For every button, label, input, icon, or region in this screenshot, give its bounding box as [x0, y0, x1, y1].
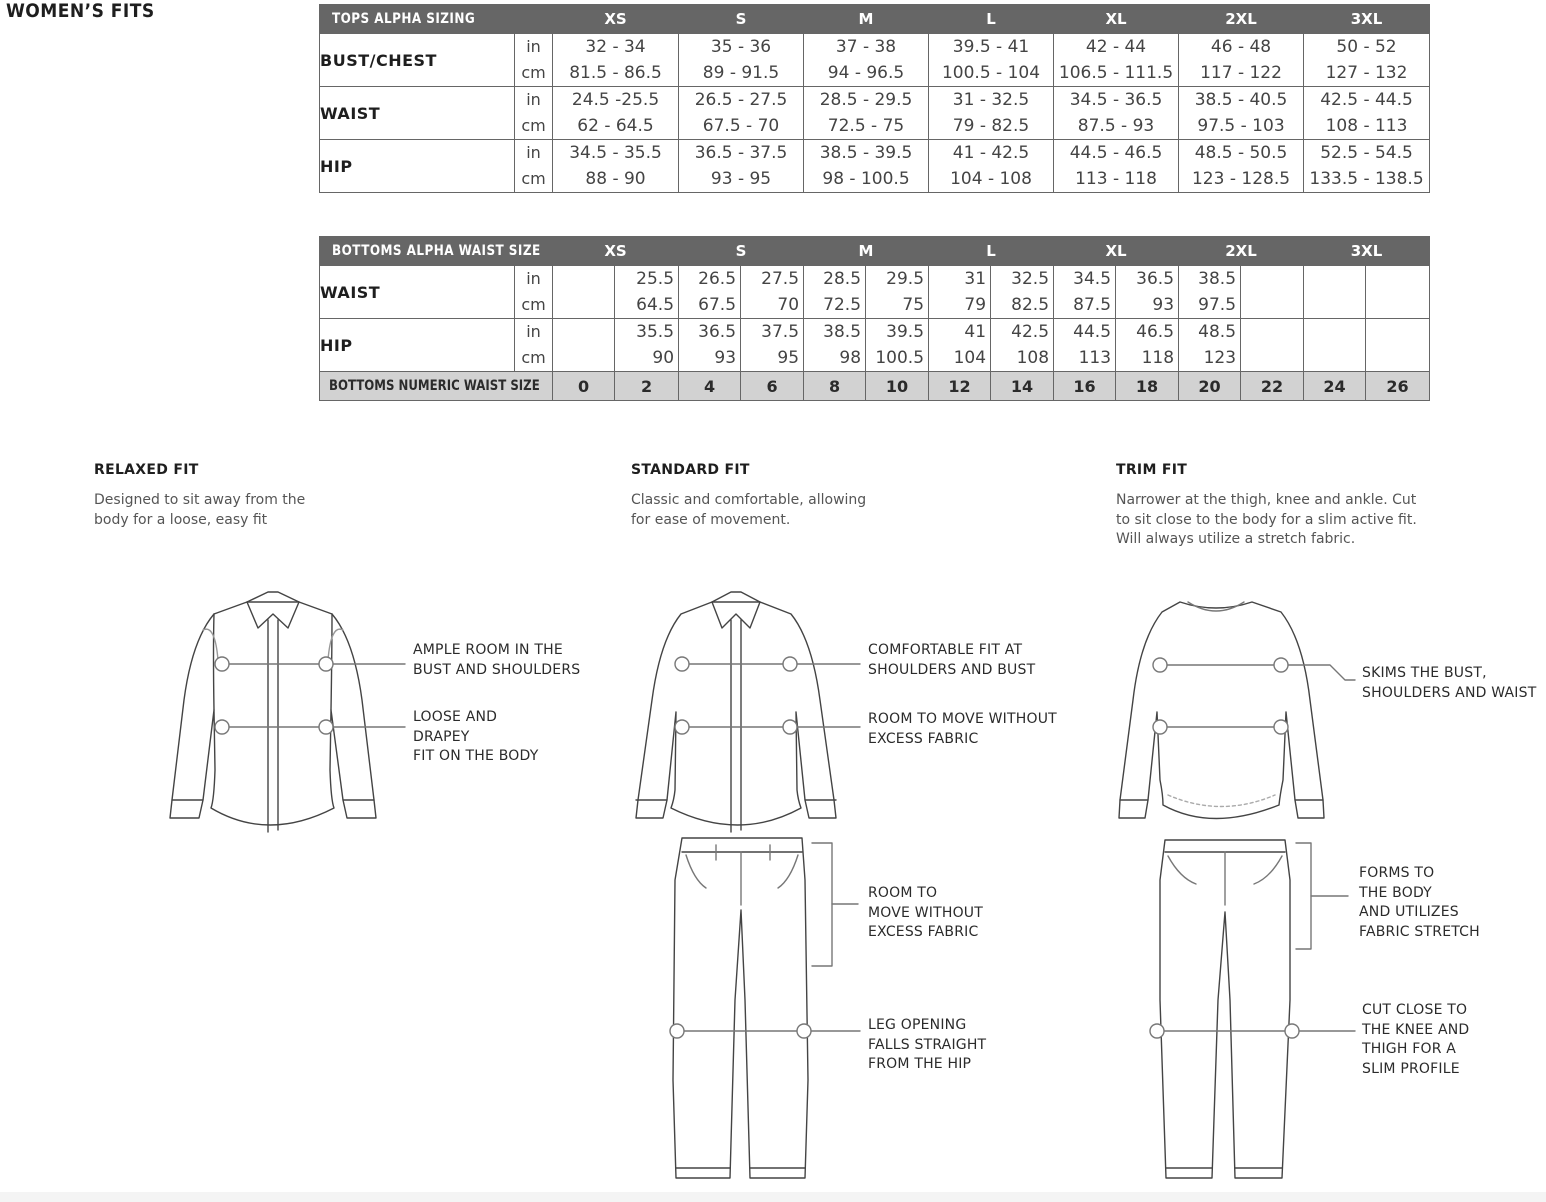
unit-in: in [526, 37, 541, 56]
value-cm: 72.5 [823, 295, 862, 315]
bottoms-size-header: XS [553, 237, 679, 266]
trim-tee-callout-lines [1153, 658, 1355, 734]
value-cm: 93 [1152, 295, 1175, 315]
trim-fit-description: Narrower at the thigh, knee and ankle. Cut to sit close to the body for a slim active fit. Will always utilize a stretch fabric. [1116, 492, 1417, 547]
relaxed-fit-description: Designed to sit away from the body for a loose, easy fit [94, 492, 306, 528]
value-in: 31 [964, 269, 987, 289]
value-in: 44.5 - 46.5 [1069, 143, 1163, 163]
value-in: 34.5 - 36.5 [1069, 90, 1163, 110]
value-cm: 98 [839, 348, 862, 368]
standard-fit-description: Classic and comfortable, allowing for ease of movement. [631, 492, 867, 528]
value-cm: 75 [902, 295, 925, 315]
value-in: 36.5 - 37.5 [694, 143, 788, 163]
bottoms-size-header: XL [1054, 237, 1179, 266]
unit-cm: cm [521, 63, 546, 82]
value-cm: 97.5 [1198, 295, 1237, 315]
numeric-size-cell: 20 [1179, 372, 1241, 401]
standard-callout-leg: LEG OPENING FALLS STRAIGHT FROM THE HIP [868, 1017, 987, 1072]
numeric-size-cell: 6 [741, 372, 804, 401]
tops-size-header: 3XL [1304, 5, 1430, 34]
relaxed-shirt-illustration [170, 592, 376, 832]
numeric-size-cell: 18 [1116, 372, 1179, 401]
tops-header-label: TOPS ALPHA SIZING [320, 5, 553, 34]
numeric-size-cell: 2 [615, 372, 679, 401]
value-cm: 100.5 - 104 [941, 63, 1041, 83]
value-cm: 104 - 108 [950, 169, 1032, 189]
value-in: 38.5 - 39.5 [819, 143, 913, 163]
value-cm: 100.5 [875, 348, 925, 368]
value-in: 37.5 [761, 322, 800, 342]
relaxed-fit-title: RELAXED FIT [94, 462, 199, 478]
relaxed-callout-lines [215, 657, 405, 734]
value-cm: 70 [777, 295, 800, 315]
value-in: 29.5 [886, 269, 925, 289]
value-in: 34.5 - 35.5 [569, 143, 662, 163]
unit-in: in [526, 90, 541, 109]
value-cm: 97.5 - 103 [1197, 116, 1285, 136]
value-in: 41 [964, 322, 987, 342]
value-in: 28.5 [823, 269, 862, 289]
tops-size-header: 2XL [1179, 5, 1304, 34]
value-cm: 67.5 [698, 295, 737, 315]
tops-row-label: WAIST [320, 87, 515, 140]
numeric-size-cell: 12 [929, 372, 991, 401]
bottoms-size-header: 2XL [1179, 237, 1304, 266]
numeric-row-label: BOTTOMS NUMERIC WAIST SIZE [320, 372, 553, 401]
page-title: WOMEN’S FITS [6, 0, 155, 22]
unit-in: in [526, 143, 541, 162]
value-in: 38.5 - 40.5 [1194, 90, 1288, 110]
bottoms-row-label: WAIST [320, 266, 515, 319]
standard-shirt-callout-lines [675, 657, 860, 734]
relaxed-callout-bust: AMPLE ROOM IN THE BUST AND SHOULDERS [413, 642, 581, 678]
standard-callout-seat: ROOM TO MOVE WITHOUT EXCESS FABRIC [868, 885, 983, 940]
value-cm: 123 - 128.5 [1191, 169, 1291, 189]
value-cm: 64.5 [636, 295, 675, 315]
trim-callout-leg: CUT CLOSE TO THE KNEE AND THIGH FOR A SLIM PROFILE [1362, 1002, 1470, 1077]
standard-callout-waist: ROOM TO MOVE WITHOUT EXCESS FABRIC [868, 711, 1057, 747]
value-in: 35.5 [636, 322, 675, 342]
value-cm: 79 [964, 295, 987, 315]
trim-pants-illustration [1160, 840, 1290, 1178]
numeric-size-cell: 8 [804, 372, 866, 401]
value-in: 27.5 [761, 269, 800, 289]
value-cm: 87.5 [1073, 295, 1112, 315]
value-cm: 90 [652, 348, 675, 368]
value-in: 35 - 36 [710, 37, 772, 57]
tops-size-header: S [679, 5, 804, 34]
standard-pants-illustration [673, 838, 808, 1178]
trim-fit-title: TRIM FIT [1116, 462, 1188, 478]
value-cm: 93 - 95 [710, 169, 772, 189]
unit-cm: cm [521, 348, 546, 367]
bottoms-size-header: L [929, 237, 1054, 266]
value-cm: 79 - 82.5 [952, 116, 1030, 136]
standard-shirt-illustration [636, 592, 836, 832]
value-in: 26.5 [698, 269, 737, 289]
tops-row-label: BUST/CHEST [320, 34, 515, 87]
value-cm: 89 - 91.5 [702, 63, 780, 83]
value-in: 42.5 - 44.5 [1320, 90, 1413, 110]
value-cm: 62 - 64.5 [577, 116, 654, 136]
value-in: 44.5 [1073, 322, 1112, 342]
value-in: 25.5 [636, 269, 675, 289]
value-in: 39.5 [886, 322, 925, 342]
tops-size-header: XS [553, 5, 679, 34]
value-in: 38.5 [1198, 269, 1237, 289]
numeric-size-cell: 24 [1304, 372, 1366, 401]
value-in: 24.5 -25.5 [571, 90, 660, 110]
value-cm: 117 - 122 [1200, 63, 1282, 83]
value-in: 42 - 44 [1085, 37, 1147, 57]
value-in: 28.5 - 29.5 [819, 90, 913, 110]
tops-row-label: HIP [320, 140, 515, 193]
unit-cm: cm [521, 116, 546, 135]
bottoms-size-header: 3XL [1304, 237, 1430, 266]
bottoms-header-label: BOTTOMS ALPHA WAIST SIZE [320, 237, 553, 266]
value-cm: 113 - 118 [1075, 169, 1157, 189]
tops-size-header: L [929, 5, 1054, 34]
value-cm: 82.5 [1011, 295, 1050, 315]
value-cm: 87.5 - 93 [1077, 116, 1155, 136]
value-cm: 67.5 - 70 [702, 116, 780, 136]
bottoms-size-header: S [679, 237, 804, 266]
value-in: 39.5 - 41 [952, 37, 1030, 57]
value-in: 48.5 - 50.5 [1194, 143, 1288, 163]
value-cm: 93 [714, 348, 737, 368]
value-in: 38.5 [823, 322, 862, 342]
value-in: 52.5 - 54.5 [1320, 143, 1413, 163]
trim-callout-bust: SKIMS THE BUST, SHOULDERS AND WAIST [1362, 665, 1537, 701]
value-in: 42.5 [1011, 322, 1050, 342]
value-in: 46 - 48 [1210, 37, 1272, 57]
value-cm: 133.5 - 138.5 [1309, 169, 1424, 189]
value-cm: 108 - 113 [1325, 116, 1408, 136]
value-in: 46.5 [1136, 322, 1175, 342]
value-cm: 98 - 100.5 [822, 169, 910, 189]
numeric-size-cell: 22 [1241, 372, 1304, 401]
trim-callout-seat: FORMS TO THE BODY AND UTILIZES FABRIC STRETCH [1359, 865, 1480, 940]
value-in: 37 - 38 [835, 37, 897, 57]
bottoms-row-label: HIP [320, 319, 515, 372]
numeric-size-cell: 16 [1054, 372, 1116, 401]
value-cm: 81.5 - 86.5 [569, 63, 662, 83]
standard-callout-bust: COMFORTABLE FIT AT SHOULDERS AND BUST [868, 642, 1036, 678]
relaxed-callout-waist: LOOSE AND DRAPEY FIT ON THE BODY [413, 709, 539, 764]
value-cm: 108 [1016, 348, 1050, 368]
value-cm: 72.5 - 75 [827, 116, 905, 136]
trim-pants-callout-lines [1150, 843, 1355, 1038]
unit-cm: cm [521, 295, 546, 314]
value-cm: 106.5 - 111.5 [1058, 63, 1174, 83]
value-cm: 94 - 96.5 [827, 63, 905, 83]
numeric-size-cell: 14 [991, 372, 1054, 401]
footer-band [0, 1192, 1546, 1202]
value-in: 32 - 34 [585, 37, 646, 57]
value-in: 50 - 52 [1336, 37, 1397, 57]
value-in: 26.5 - 27.5 [694, 90, 788, 110]
value-in: 31 - 32.5 [952, 90, 1030, 110]
value-cm: 113 [1078, 348, 1112, 368]
unit-cm: cm [521, 169, 546, 188]
unit-in: in [526, 322, 541, 341]
value-cm: 118 [1141, 348, 1175, 368]
value-in: 36.5 [1136, 269, 1175, 289]
numeric-size-cell: 4 [679, 372, 741, 401]
trim-tee-illustration [1119, 602, 1324, 819]
value-cm: 88 - 90 [585, 169, 646, 189]
tops-size-header: XL [1054, 5, 1179, 34]
tops-size-header: M [804, 5, 929, 34]
value-in: 36.5 [698, 322, 737, 342]
numeric-size-cell: 26 [1366, 372, 1430, 401]
value-in: 34.5 [1073, 269, 1112, 289]
value-cm: 127 - 132 [1325, 63, 1408, 83]
numeric-size-cell: 10 [866, 372, 929, 401]
value-cm: 123 [1203, 348, 1237, 368]
standard-pants-callout-lines [670, 843, 860, 1038]
value-cm: 95 [777, 348, 800, 368]
value-in: 48.5 [1198, 322, 1237, 342]
numeric-size-cell: 0 [553, 372, 615, 401]
value-cm: 104 [953, 348, 987, 368]
standard-fit-title: STANDARD FIT [631, 462, 750, 478]
unit-in: in [526, 269, 541, 288]
value-in: 32.5 [1011, 269, 1050, 289]
value-in: 41 - 42.5 [952, 143, 1030, 163]
bottoms-size-header: M [804, 237, 929, 266]
